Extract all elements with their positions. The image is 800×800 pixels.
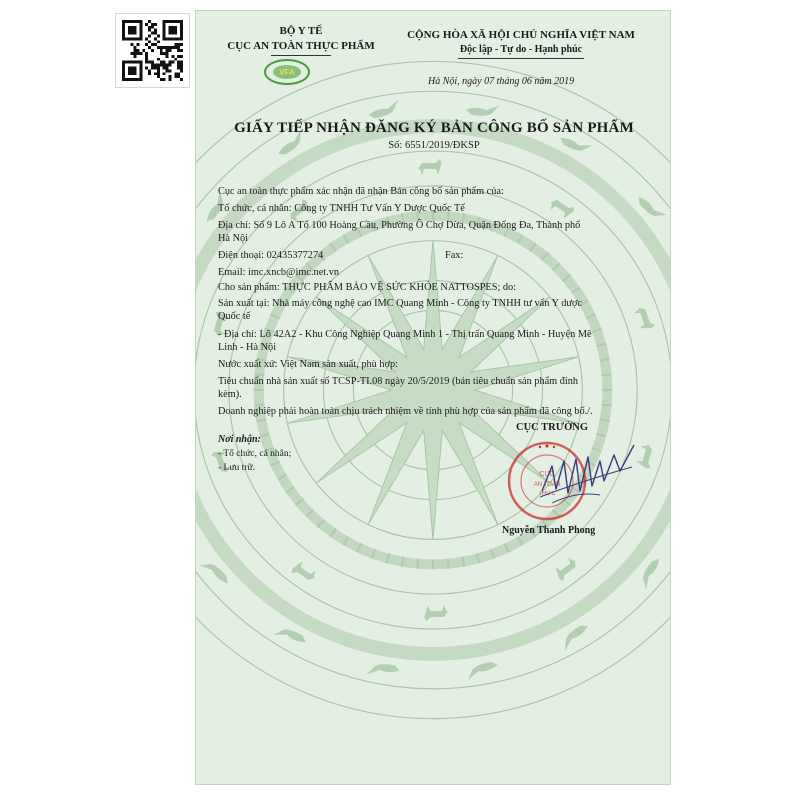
document-title: GIẤY TIẾP NHẬN ĐĂNG KÝ BẢN CÔNG BỐ SẢN PHẨM — [234, 120, 634, 136]
certificate-page — [195, 10, 671, 785]
svg-text:AN TOÀN: AN TOÀN — [533, 482, 561, 488]
body-line: Cho sản phẩm: THỰC PHẨM BẢO VỆ SỨC KHỎE NATTOSPES; do: — [218, 282, 517, 293]
body-line: Địa chỉ: Số 9 Lô A Tổ 100 Hoàng Cầu, Phường Ô Chợ Dừa, Quận Đống Đa, Thành phố — [218, 220, 581, 231]
body-line: Doanh nghiệp phải hoàn toàn chịu trách nhiệm về tính phù hợp của sản phẩm đã công bố./. — [218, 406, 593, 417]
body-line: Linh - Hà Nội — [218, 342, 277, 353]
handwritten-signature-icon — [522, 431, 642, 521]
svg-text:VFA: VFA — [279, 68, 295, 77]
body-line: kèm). — [218, 389, 242, 400]
body-line: Tiêu chuẩn nhà sản xuất số TCSP-TI.08 ngày 20/5/2019 (bản tiêu chuẩn sản phẩm đính — [218, 376, 579, 387]
body-line: Hà Nội — [218, 233, 249, 244]
header-left-rule — [271, 55, 331, 56]
email-line: Email: imc.xncb@imc.net.vn — [218, 267, 340, 278]
signer-name: Nguyễn Thanh Phong — [502, 525, 596, 536]
country-name: CỘNG HÒA XÃ HỘI CHỦ NGHĨA VIỆT NAM — [407, 29, 635, 41]
body-line: - Địa chỉ: Lô 42A2 - Khu Công Nghiệp Quang Minh 1 - Thị trấn Quang Minh - Huyện Mê — [218, 329, 592, 340]
signer-title: CỤC TRƯỞNG — [516, 422, 589, 433]
body-line: Nước xuất xứ: Việt Nam sản xuất, phù hợp: — [218, 359, 398, 370]
document-number: Số: 6551/2019/ĐKSP — [388, 140, 480, 151]
svg-text:THỰC: THỰC — [538, 491, 556, 497]
header-right-rule — [458, 58, 584, 59]
recipients-title: Nơi nhận: — [218, 434, 261, 445]
svg-text:CỤC: CỤC — [539, 471, 555, 478]
qr-code — [115, 13, 190, 88]
recipient-item: - Lưu trữ. — [218, 463, 255, 473]
recipient-item: - Tổ chức, cá nhân; — [218, 449, 292, 459]
vfa-logo-icon — [262, 57, 312, 87]
issue-date: Hà Nội, ngày 07 tháng 06 năm 2019 — [428, 76, 575, 87]
body-line: Cục an toàn thực phẩm xác nhận đã nhận Bản công bố sản phẩm của: — [218, 186, 504, 197]
body-line: Tổ chức, cá nhân: Công ty TNHH Tư Vấn Y Dược Quốc Tế — [218, 203, 465, 214]
department-name: CỤC AN TOÀN THỰC PHẨM — [227, 40, 375, 52]
ministry-name: BỘ Y TẾ — [279, 25, 323, 37]
fax-line: Fax: — [445, 250, 464, 261]
national-motto: Độc lập - Tự do - Hạnh phúc — [459, 44, 583, 55]
body-line: Sản xuất tại: Nhà máy công nghệ cao IMC Quang Minh - Công ty TNHH tư vấn Y dược — [218, 298, 582, 309]
body-line: Quốc tế — [218, 311, 251, 322]
phone-line: Điện thoại: 02435377274 — [218, 250, 324, 261]
